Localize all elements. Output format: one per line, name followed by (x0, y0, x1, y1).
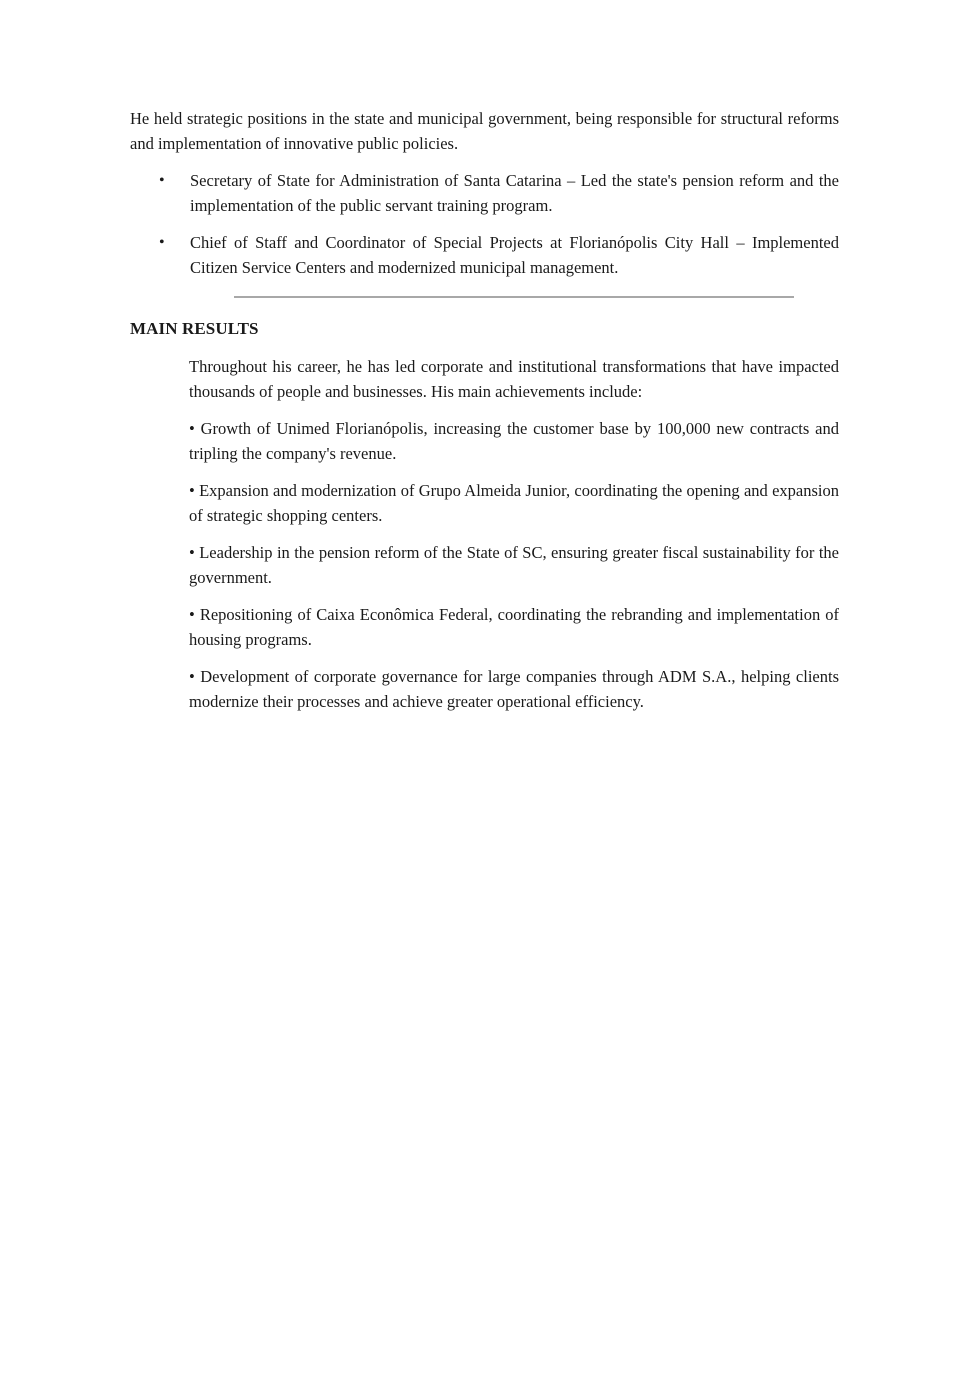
section-title-main-results: MAIN RESULTS (130, 319, 259, 338)
achievement-item: • Growth of Unimed Florianópolis, increasing the customer base by 100,000 new contracts and tripling the company's revenue. (189, 419, 839, 463)
list-item-text: Chief of Staff and Coordinator of Special Projects at Florianópolis City Hall – Implemented Citizen Service Centers and modernized municipal management. (190, 233, 839, 277)
list-item (130, 231, 839, 280)
government-positions-list (130, 169, 839, 293)
bullet-icon: • (159, 234, 165, 251)
achievement-item: • Development of corporate governance for large companies through ADM S.A., helping clients modernize their processes and achieve greater operational efficiency. (189, 667, 839, 711)
achievement-item: • Repositioning of Caixa Econômica Federal, coordinating the rebranding and implementation of housing programs. (189, 605, 839, 649)
main-results-intro: Throughout his career, he has led corporate and institutional transformations that have impacted thousands of people and businesses. His main achievements include: (189, 357, 839, 401)
government-intro-paragraph: He held strategic positions in the state and municipal government, being responsible for structural reforms and implementation of innovative public policies. (130, 109, 839, 153)
main-results-section (189, 355, 839, 727)
achievement-item: • Expansion and modernization of Grupo Almeida Junior, coordinating the opening and expansion of strategic shopping centers. (189, 481, 839, 525)
list-item (130, 169, 839, 218)
achievement-item: • Leadership in the pension reform of the State of SC, ensuring greater fiscal sustainability for the government. (189, 543, 839, 587)
list-item-text: Secretary of State for Administration of Santa Catarina – Led the state's pension reform and the implementation of the public servant training program. (190, 171, 839, 215)
bullet-icon: • (159, 172, 165, 189)
horizontal-divider (234, 296, 794, 298)
